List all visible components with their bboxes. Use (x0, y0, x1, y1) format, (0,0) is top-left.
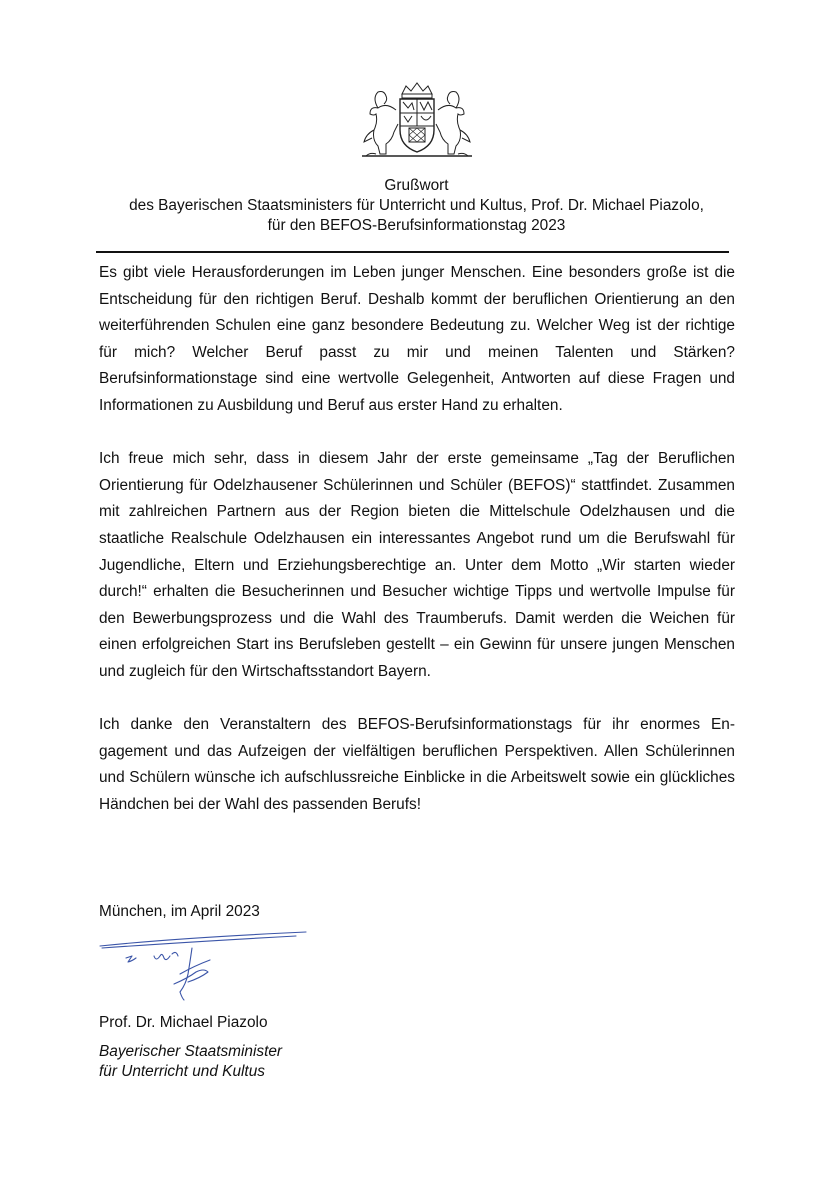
letter-header (80, 176, 753, 236)
signer-role (99, 1042, 282, 1082)
body-paragraph: Es gibt viele Herausforderungen im Leben junger Menschen. Eine besonders große ist die Entscheidung für den richtigen Beruf. Deshalb kommt der beruflichen Orientierung an den weiterführenden Schulen eine ganz besondere Bedeutung zu. Welcher Weg ist der richtige für mich? Welcher Beruf passt zu mir und meinen Talenten und Stärken? Berufsinformationstage sind eine wertvolle Gelegenheit, Antworten auf diese Fragen und Informationen zu Ausbildung und Beruf aus erster Hand zu erhalten. (99, 264, 735, 414)
body-paragraph: Ich freue mich sehr, dass in diesem Jahr der erste gemeinsame „Tag der Beruflichen Orientierung für Odelzhausener Schülerinnen und Schüler (BEFOS)“ stattfindet. Zusammen mit zahlreichen Partnern aus der Region bieten die Mittelschule Odelzhausen und die staatliche Realschule Odelzhausen ein interessantes Angebot rund um die Berufswahl für Jugendliche, Eltern und Erziehungsberechtige an. Unter dem Motto „Wir starten wieder durch!“ erhalten die Besucherinnen und Besucher wichtige Tipps und wertvolle Impulse für den Bewerbungsprozess und die Wahl des Traumberufs. Damit werden die Weichen für einen erfolgreichen Start ins Berufsleben gestellt – ein Gewinn für unsere jungen Menschen und zugleich für den Wirtschaftsstandort Bayern. (99, 450, 735, 680)
signer-role-line1: Bayerischer Staatsminister (99, 1043, 283, 1060)
date-line: München, im April 2023 (99, 903, 260, 920)
body-paragraph: Ich danke den Veranstaltern des BEFOS-Berufsinformationstags für ihr enormes Engagement und das Aufzeigen der vielfältigen beruflichen Perspektiven. Allen Schülerinnen und Schülern wünsche ich aufschlussreiche Einblicke in die Arbeitswelt sowie ein glückliches Händchen bei der Wahl des passenden Berufs! (99, 716, 735, 813)
coat-of-arms-icon (356, 80, 478, 160)
signer-name: Prof. Dr. Michael Piazolo (99, 1014, 268, 1031)
header-subtitle-line2: für den BEFOS-Berufsinformationstag 2023 (267, 217, 566, 234)
header-divider (96, 251, 729, 253)
header-title: Grußwort (384, 177, 449, 194)
letter-body (99, 260, 735, 845)
signature-image (96, 928, 310, 1004)
header-subtitle-line1: des Bayerischen Staatsministers für Unterricht und Kultus, Prof. Dr. Michael Piazolo, (129, 197, 704, 214)
signer-role-line2: für Unterricht und Kultus (99, 1063, 265, 1080)
